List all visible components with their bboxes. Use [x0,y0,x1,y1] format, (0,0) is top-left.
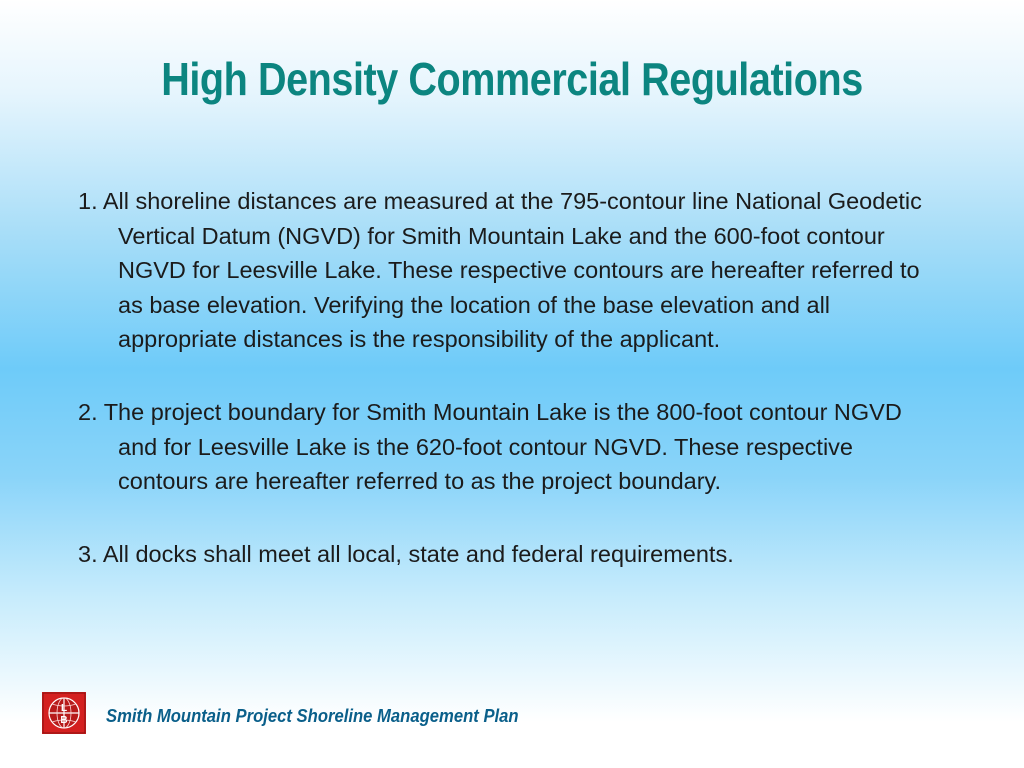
regulation-item-1: 1. All shoreline distances are measured at the 795-contour line National Geodetic Vertical Datum (NGVD) for Smith Mountain Lake and the 600-foot contour NGVD for Leesville Lake. These respective contours are hereafter referred to as base elevation. Verifying the location of the base elevation and all appropriate distances is the responsibility of the applicant. [78,188,922,353]
regulations-list [78,184,938,609]
regulation-item-3: 3. All docks shall meet all local, state and federal requirements. [78,540,734,567]
footer-caption: Smith Mountain Project Shoreline Management Plan [106,705,519,726]
slide-title: High Density Commercial Regulations [161,53,863,105]
logo-letter-l: L [60,703,68,714]
logo-letter-b: B [60,715,68,726]
lake-logo-icon [42,692,86,734]
regulation-item-2: 2. The project boundary for Smith Mountain Lake is the 800-foot contour NGVD and for Leesville Lake is the 620-foot contour NGVD. These respective contours are hereafter referred to as the project boundary. [78,398,902,495]
